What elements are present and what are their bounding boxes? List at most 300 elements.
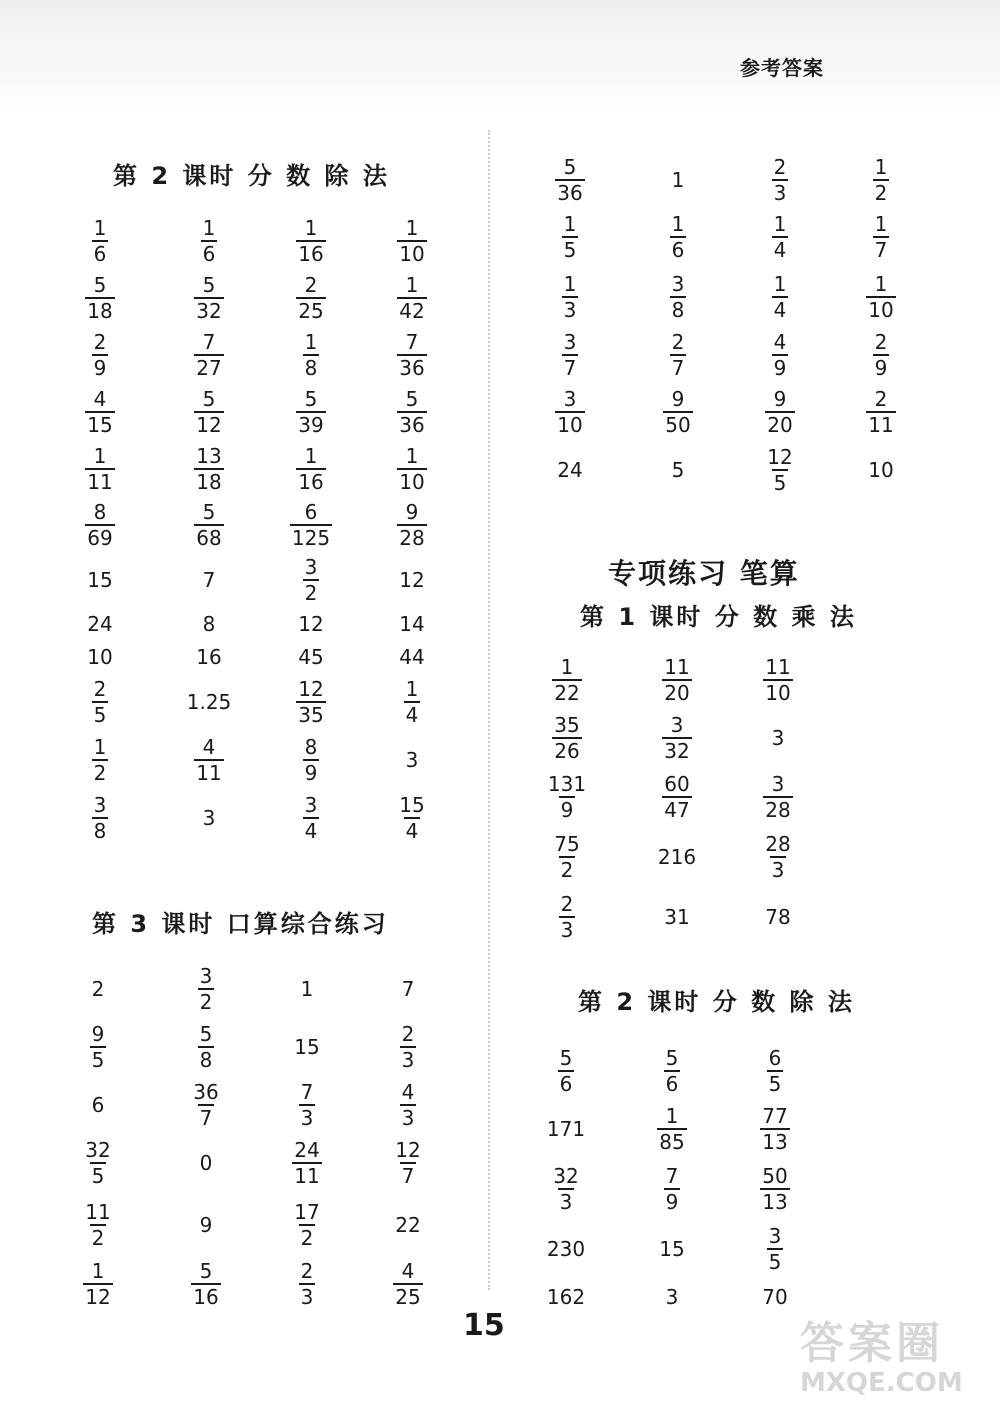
fraction-numerator: 1 [304,444,318,468]
answer-fraction [271,737,351,783]
answer-cell: 7 [202,568,216,592]
fraction-denominator: 4 [773,238,787,262]
watermark-domain: MXQE.COM [800,1368,963,1398]
fraction-denominator: 5 [768,1072,782,1096]
fraction-denominator: 4 [773,298,787,322]
answer-fraction [740,157,820,203]
fraction-denominator: 68 [196,526,222,550]
fraction-numerator: 4 [93,387,107,411]
answer-cell: 1.25 [186,690,232,714]
fraction-numerator: 1 [563,272,577,296]
fraction-numerator: 5 [202,500,216,524]
fraction-denominator: 39 [298,413,324,437]
fraction-numerator: 6 [304,500,318,524]
fraction-numerator: 1 [405,216,419,240]
answer-fraction [527,715,607,761]
answer-fraction [735,1106,815,1152]
answer-fraction [527,834,607,880]
fraction-numerator: 50 [762,1164,788,1188]
fraction-numerator: 5 [304,387,318,411]
fraction-denominator: 2 [560,858,574,882]
fraction-denominator: 2 [304,581,318,605]
fraction-numerator: 1 [405,444,419,468]
fraction-denominator: 4 [304,819,318,843]
answer-fraction [169,502,249,548]
answer-fraction [740,332,820,378]
answer-fraction [368,1261,448,1307]
fraction-denominator: 5 [91,1048,105,1072]
answer-fraction [372,389,452,435]
answer-fraction [372,502,452,548]
answer-cell: 15 [659,1237,685,1261]
fraction-numerator: 4 [401,1259,415,1283]
answer-cell: 10 [868,458,894,482]
fraction-numerator: 3 [670,713,684,737]
fraction-numerator: 1 [560,655,574,679]
fraction-numerator: 8 [304,735,318,759]
answer-fraction [267,1261,347,1307]
answer-fraction [735,1226,815,1272]
answer-cell: 3 [405,748,419,772]
section-title-lesson3-mental: 第 3 课时 口算综合练习 [92,910,389,938]
fraction-denominator: 25 [298,299,324,323]
fraction-denominator: 12 [196,413,222,437]
fraction-denominator: 26 [554,739,580,763]
answer-fraction [740,447,820,493]
fraction-numerator: 12 [767,445,793,469]
fraction-numerator: 7 [300,1080,314,1104]
fraction-denominator: 47 [664,798,690,822]
fraction-numerator: 5 [202,273,216,297]
fraction-numerator: 77 [762,1104,788,1128]
fraction-denominator: 8 [671,298,685,322]
fraction-numerator: 5 [559,1046,573,1070]
answer-fraction [738,657,818,703]
fraction-numerator: 1 [773,212,787,236]
fraction-numerator: 2 [304,273,318,297]
answer-fraction [271,218,351,264]
answer-fraction [735,1166,815,1212]
fraction-denominator: 6 [559,1072,573,1096]
answer-fraction [60,795,140,841]
fraction-numerator: 11 [85,1200,111,1224]
fraction-denominator: 32 [664,739,690,763]
fraction-denominator: 15 [87,413,113,437]
answer-fraction [169,332,249,378]
fraction-denominator: 28 [765,798,791,822]
fraction-numerator: 5 [199,1022,213,1046]
answer-fraction [530,157,610,203]
fraction-numerator: 1 [405,273,419,297]
fraction-denominator: 11 [87,470,113,494]
fraction-denominator: 20 [767,413,793,437]
answer-cell: 24 [557,458,583,482]
fraction-denominator: 16 [298,470,324,494]
answer-fraction [271,332,351,378]
fraction-denominator: 8 [199,1048,213,1072]
fraction-denominator: 3 [401,1048,415,1072]
fraction-denominator: 13 [762,1130,788,1154]
answer-fraction [530,274,610,320]
fraction-numerator: 2 [300,1259,314,1283]
fraction-denominator: 25 [395,1285,421,1309]
answer-fraction [271,389,351,435]
answer-fraction [740,214,820,260]
fraction-denominator: 18 [87,299,113,323]
answer-fraction [530,389,610,435]
fraction-numerator: 17 [294,1200,320,1224]
answer-fraction [60,737,140,783]
answer-fraction [738,834,818,880]
answer-fraction [368,1082,448,1128]
fraction-numerator: 1 [202,216,216,240]
fraction-numerator: 1 [874,212,888,236]
fraction-denominator: 2 [91,1226,105,1250]
fraction-denominator: 125 [291,526,331,550]
answer-fraction [526,1166,606,1212]
answer-fraction [637,774,717,820]
fraction-numerator: 35 [554,713,580,737]
answer-fraction [60,446,140,492]
answer-cell: 216 [657,845,697,869]
answer-cell: 6 [91,1093,105,1117]
answer-fraction [841,214,921,260]
answer-cell: 12 [298,612,324,636]
fraction-numerator: 2 [773,155,787,179]
fraction-denominator: 8 [304,356,318,380]
fraction-numerator: 2 [401,1022,415,1046]
fraction-numerator: 131 [547,772,587,796]
answer-cell: 22 [395,1213,421,1237]
fraction-numerator: 1 [665,1104,679,1128]
fraction-denominator: 10 [399,242,425,266]
fraction-denominator: 36 [399,356,425,380]
answer-fraction [58,1140,138,1186]
fraction-numerator: 3 [671,272,685,296]
fraction-denominator: 5 [773,471,787,495]
fraction-denominator: 10 [557,413,583,437]
answer-fraction [60,389,140,435]
answer-fraction [60,332,140,378]
fraction-denominator: 9 [665,1190,679,1214]
fraction-numerator: 7 [202,330,216,354]
answer-cell: 10 [87,645,113,669]
answer-fraction [166,1024,246,1070]
fraction-denominator: 3 [560,918,574,942]
answer-fraction [530,214,610,260]
fraction-denominator: 12 [85,1285,111,1309]
fraction-numerator: 24 [294,1138,320,1162]
fraction-numerator: 32 [85,1138,111,1162]
answer-cell: 44 [399,645,425,669]
answer-cell: 31 [664,905,690,929]
answer-fraction [638,274,718,320]
answer-fraction [841,157,921,203]
fraction-denominator: 6 [93,242,107,266]
section-title-special-multiplication: 第 1 课时 分 数 乘 法 [580,603,857,631]
answer-fraction [740,274,820,320]
answer-cell: 3 [202,806,216,830]
fraction-denominator: 9 [93,356,107,380]
fraction-denominator: 20 [664,681,690,705]
answer-fraction [60,502,140,548]
fraction-numerator: 9 [405,500,419,524]
answer-cell: 9 [199,1213,213,1237]
answer-fraction [372,446,452,492]
answer-fraction [841,389,921,435]
fraction-numerator: 12 [298,677,324,701]
answer-fraction [169,737,249,783]
answer-fraction [169,275,249,321]
fraction-numerator: 3 [563,387,577,411]
answer-cell: 171 [546,1117,586,1141]
fraction-denominator: 10 [868,298,894,322]
fraction-denominator: 16 [193,1285,219,1309]
fraction-denominator: 10 [765,681,791,705]
answer-fraction [169,218,249,264]
fraction-denominator: 2 [93,761,107,785]
answer-fraction [372,332,452,378]
fraction-denominator: 28 [399,526,425,550]
answer-fraction [267,1082,347,1128]
fraction-numerator: 1 [93,444,107,468]
answer-fraction [271,795,351,841]
fraction-denominator: 7 [401,1164,415,1188]
answer-fraction [271,557,351,603]
fraction-numerator: 5 [405,387,419,411]
fraction-numerator: 1 [874,272,888,296]
fraction-numerator: 2 [874,330,888,354]
answer-fraction [638,389,718,435]
answer-fraction [271,502,351,548]
answer-cell: 78 [765,905,791,929]
fraction-denominator: 42 [399,299,425,323]
fraction-numerator: 1 [773,272,787,296]
fraction-denominator: 3 [401,1106,415,1130]
fraction-numerator: 32 [553,1164,579,1188]
answer-cell: 2 [91,977,105,1001]
answer-cell: 0 [199,1151,213,1175]
answer-fraction [169,389,249,435]
fraction-denominator: 3 [300,1106,314,1130]
fraction-denominator: 6 [202,242,216,266]
fraction-numerator: 1 [304,330,318,354]
fraction-denominator: 5 [93,703,107,727]
fraction-denominator: 18 [196,470,222,494]
special-practice-title: 专项练习 笔算 [608,557,800,590]
answer-cell: 5 [671,458,685,482]
fraction-numerator: 2 [560,892,574,916]
fraction-numerator: 3 [304,555,318,579]
fraction-numerator: 5 [93,273,107,297]
fraction-numerator: 3 [93,793,107,817]
fraction-numerator: 7 [665,1164,679,1188]
answer-cell: 15 [87,568,113,592]
fraction-denominator: 50 [665,413,691,437]
fraction-denominator: 2 [300,1226,314,1250]
answer-fraction [271,275,351,321]
section-title-lesson2-division: 第 2 课时 分 数 除 法 [113,162,390,190]
answer-cell: 12 [399,568,425,592]
header-label: 参考答案 [740,56,824,80]
answer-fraction [271,446,351,492]
fraction-numerator: 2 [93,330,107,354]
fraction-numerator: 2 [874,387,888,411]
answer-fraction [60,679,140,725]
fraction-denominator: 11 [868,413,894,437]
answer-cell: 230 [546,1237,586,1261]
fraction-denominator: 7 [671,356,685,380]
fraction-denominator: 22 [554,681,580,705]
fraction-numerator: 9 [773,387,787,411]
answer-fraction [60,275,140,321]
answer-fraction [637,657,717,703]
fraction-numerator: 9 [91,1022,105,1046]
fraction-numerator: 5 [665,1046,679,1070]
fraction-denominator: 3 [559,1190,573,1214]
fraction-numerator: 1 [304,216,318,240]
fraction-denominator: 7 [874,238,888,262]
fraction-denominator: 2 [199,990,213,1014]
fraction-denominator: 5 [768,1250,782,1274]
answer-fraction [368,1024,448,1070]
fraction-numerator: 75 [554,832,580,856]
answer-cell: 24 [87,612,113,636]
answer-fraction [166,966,246,1012]
answer-fraction [58,1202,138,1248]
fraction-denominator: 10 [399,470,425,494]
answer-fraction [527,657,607,703]
fraction-numerator: 3 [304,793,318,817]
answer-fraction [530,332,610,378]
fraction-denominator: 4 [405,819,419,843]
fraction-numerator: 1 [563,212,577,236]
fraction-denominator: 7 [563,356,577,380]
answer-fraction [271,679,351,725]
watermark-text: 答案圈 [800,1318,944,1369]
fraction-denominator: 5 [563,238,577,262]
fraction-denominator: 36 [557,181,583,205]
fraction-denominator: 6 [665,1072,679,1096]
fraction-denominator: 13 [762,1190,788,1214]
fraction-numerator: 1 [405,677,419,701]
answer-cell: 1 [300,977,314,1001]
fraction-numerator: 1 [874,155,888,179]
answer-cell: 8 [202,612,216,636]
answer-fraction [58,1024,138,1070]
fraction-numerator: 60 [664,772,690,796]
answer-fraction [60,218,140,264]
fraction-numerator: 2 [671,330,685,354]
answer-fraction [735,1048,815,1094]
answer-cell: 16 [196,645,222,669]
fraction-denominator: 32 [196,299,222,323]
fraction-numerator: 13 [196,444,222,468]
fraction-numerator: 5 [563,155,577,179]
fraction-denominator: 9 [773,356,787,380]
fraction-numerator: 4 [401,1080,415,1104]
answer-fraction [267,1202,347,1248]
answer-fraction [372,679,452,725]
answer-cell: 70 [762,1285,788,1309]
answer-fraction [738,774,818,820]
fraction-numerator: 4 [202,735,216,759]
answer-fraction [527,774,607,820]
fraction-numerator: 3 [771,772,785,796]
fraction-numerator: 9 [671,387,685,411]
watermark-logo [800,1318,963,1398]
answer-fraction [372,275,452,321]
page-header-band [0,0,1000,110]
answer-fraction [372,795,452,841]
fraction-denominator: 5 [91,1164,105,1188]
fraction-denominator: 11 [196,761,222,785]
answer-fraction [632,1166,712,1212]
fraction-denominator: 9 [560,798,574,822]
fraction-denominator: 11 [294,1164,320,1188]
column-divider [488,130,490,1290]
fraction-denominator: 9 [874,356,888,380]
fraction-numerator: 3 [563,330,577,354]
answer-fraction [58,1261,138,1307]
answer-fraction [372,218,452,264]
answer-fraction [632,1106,712,1152]
fraction-denominator: 35 [298,703,324,727]
page-number: 15 [463,1308,505,1343]
fraction-numerator: 15 [399,793,425,817]
answer-fraction [638,332,718,378]
fraction-denominator: 3 [773,181,787,205]
fraction-numerator: 36 [193,1080,219,1104]
fraction-numerator: 1 [91,1259,105,1283]
answer-fraction [166,1082,246,1128]
answer-cell: 45 [298,645,324,669]
answer-cell: 1 [671,168,685,192]
fraction-denominator: 69 [87,526,113,550]
fraction-denominator: 7 [199,1106,213,1130]
answer-fraction [527,894,607,940]
fraction-denominator: 9 [304,761,318,785]
fraction-numerator: 12 [395,1138,421,1162]
fraction-numerator: 3 [199,964,213,988]
fraction-denominator: 85 [659,1130,685,1154]
answer-fraction [169,446,249,492]
fraction-numerator: 1 [93,735,107,759]
answer-fraction [637,715,717,761]
answer-cell: 7 [401,977,415,1001]
fraction-numerator: 8 [93,500,107,524]
answer-fraction [841,274,921,320]
fraction-numerator: 6 [768,1046,782,1070]
answer-cell: 3 [665,1285,679,1309]
fraction-numerator: 4 [773,330,787,354]
answer-fraction [740,389,820,435]
answer-cell: 15 [294,1035,320,1059]
fraction-numerator: 7 [405,330,419,354]
fraction-denominator: 36 [399,413,425,437]
answer-fraction [841,332,921,378]
fraction-denominator: 4 [405,703,419,727]
fraction-denominator: 16 [298,242,324,266]
fraction-numerator: 2 [93,677,107,701]
answer-fraction [526,1048,606,1094]
answer-cell: 3 [771,726,785,750]
answer-fraction [368,1140,448,1186]
fraction-denominator: 3 [300,1285,314,1309]
fraction-numerator: 28 [765,832,791,856]
fraction-numerator: 5 [202,387,216,411]
answer-fraction [166,1261,246,1307]
